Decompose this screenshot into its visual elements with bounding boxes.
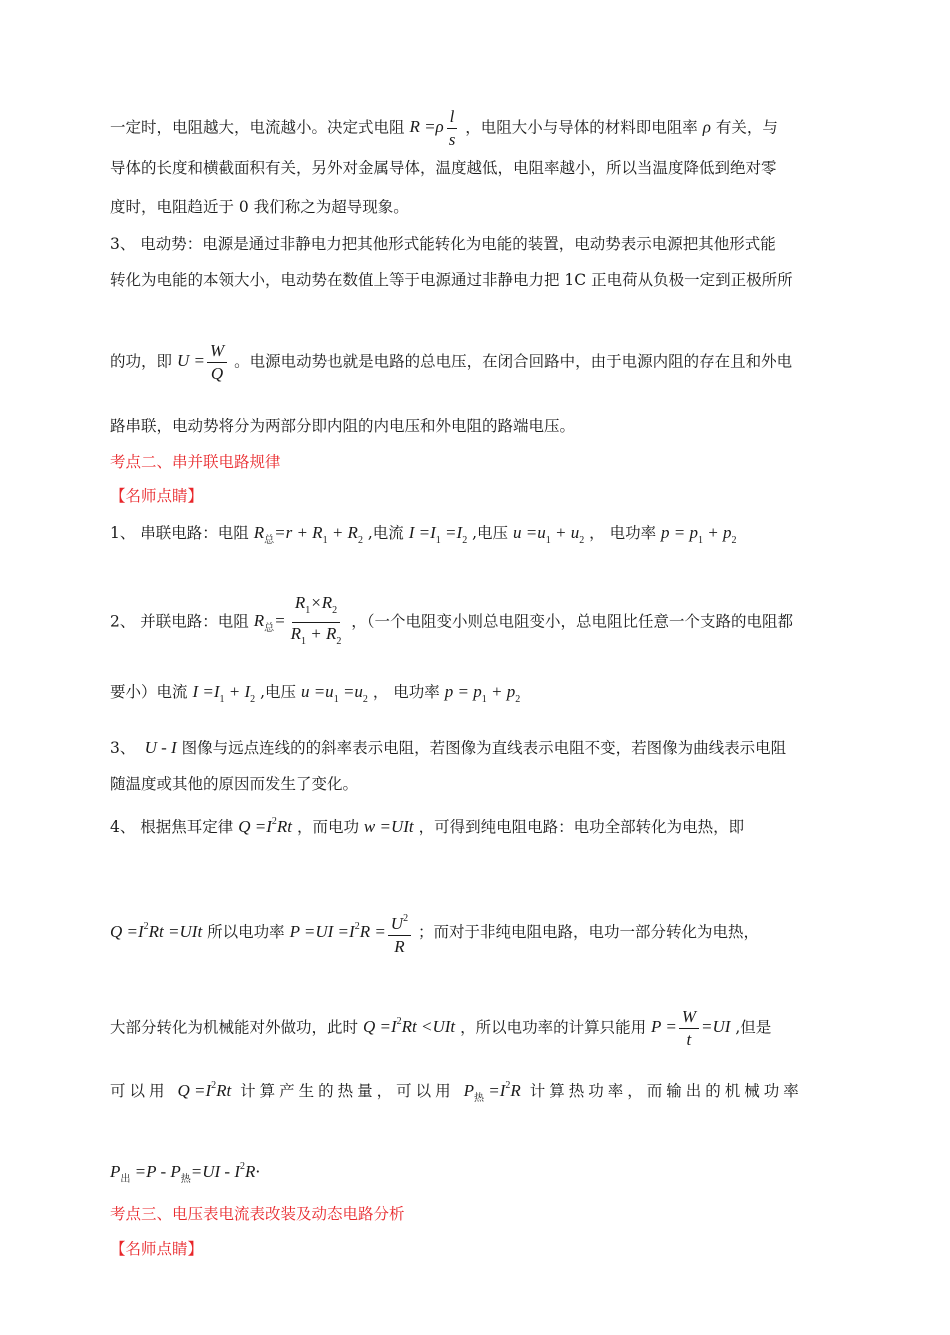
formula-pure-resistor-heat: $Q =I^2Rt =UIt$ bbox=[110, 920, 203, 941]
text: ，而电功 bbox=[296, 818, 359, 836]
text: 的功，即 bbox=[110, 352, 173, 371]
text-line bbox=[110, 1006, 850, 1051]
text: 大部分转化为机械能对外做功，此时 bbox=[110, 1018, 359, 1037]
text: 。电源电动势也就是电路的总电压，在闭合回路中，由于电源内阻的存在且和外电 bbox=[234, 352, 793, 371]
formula-pure-resistor-power: $P =UI =I^2R$ = $\frac{U^2}{R}$ bbox=[290, 922, 414, 941]
formula-heat: $Q =I^2Rt$ bbox=[177, 1080, 232, 1100]
text: ， 电功率 bbox=[589, 524, 657, 542]
formula-series-resistance: $R_总=r + R_1 + R_2$ bbox=[253, 523, 363, 546]
text-line bbox=[110, 908, 850, 958]
text: ，所以电功率的计算只能用 bbox=[460, 1018, 647, 1037]
formula-parallel-current: $I =I_1 + I_2$ bbox=[192, 682, 256, 705]
text-line: 路串联，电动势将分为两部分即内阻的内电压和外电阻的路端电压。 bbox=[110, 417, 576, 435]
formula-work: w =UIt bbox=[363, 817, 414, 836]
text: 3、 bbox=[110, 739, 136, 757]
text: 1、 串联电路：电阻 bbox=[110, 524, 249, 542]
formula-parallel-voltage: $u =u_1 =u_2$ bbox=[300, 682, 368, 705]
rho-symbol: ρ bbox=[702, 117, 711, 137]
text: ，（一个电阻变小则总电阻变小，总电阻比任意一个支路的电阻都 bbox=[351, 612, 794, 631]
text: ；而对于非纯电阻电路，电功一部分转化为电热， bbox=[418, 922, 760, 941]
text-line bbox=[110, 1155, 850, 1192]
text-line: 随温度或其他的原因而发生了变化。 bbox=[110, 775, 359, 793]
text-line: 3、 电动势：电源是通过非静电力把其他形式能转化为电能的装置，电动势表示电源把其他形式能 bbox=[110, 235, 776, 253]
text: 一定时，电阻越大，电流越小。决定式电阻 bbox=[110, 118, 405, 137]
formula-series-current: $I =I_1 =I_2$ bbox=[408, 523, 468, 546]
text: ,电压 bbox=[472, 524, 509, 542]
text: ,电流 bbox=[367, 524, 404, 542]
text-line bbox=[110, 810, 850, 839]
text: 4、 根据焦耳定律 bbox=[110, 818, 234, 836]
tip-heading: 【名师点睛】 bbox=[110, 487, 204, 505]
formula-parallel-power: $p = p_1 + p_2$ bbox=[444, 682, 521, 705]
text-line bbox=[110, 340, 850, 385]
text: 有关，与 bbox=[715, 118, 778, 137]
text: ,电压 bbox=[260, 683, 297, 701]
text: 计算热功率，而输出的机械功率 bbox=[529, 1082, 803, 1100]
section-title: 考点三、电压表电流表改装及动态电路分析 bbox=[110, 1205, 405, 1223]
formula-joule: $Q =I^2Rt$ bbox=[238, 816, 293, 836]
text: ,但是 bbox=[735, 1018, 772, 1037]
formula-resistance-definition: R =ρ $\frac{l}{s}$ bbox=[409, 117, 460, 136]
text-line bbox=[110, 106, 850, 151]
text: 可以用 bbox=[110, 1082, 169, 1100]
text: 2、 并联电路：电阻 bbox=[110, 612, 249, 631]
text-line bbox=[110, 736, 850, 760]
formula-series-voltage: $u =u_1 + u_2$ bbox=[513, 523, 585, 546]
formula-power-general: P = $\frac{W}{t}$ =UI bbox=[651, 1007, 731, 1049]
text: 所以电功率 bbox=[207, 922, 285, 941]
formula-parallel-resistance: $R_总=$ $\frac{R_1\times R_2}{R_1 + R_2}$ bbox=[253, 593, 342, 647]
text-line: 导体的长度和横截面积有关，另外对金属导体，温度越低，电阻率越小，所以当温度降低到绝对零 bbox=[110, 159, 777, 177]
text-line bbox=[110, 592, 850, 653]
text: 计算产生的热量，可以用 bbox=[240, 1082, 455, 1100]
formula-ui: U - I bbox=[140, 738, 177, 757]
text: · bbox=[255, 1163, 261, 1181]
text: 要小）电流 bbox=[110, 683, 188, 701]
text: ，可得到纯电阻电路：电功全部转化为电热，即 bbox=[418, 818, 745, 836]
formula-output-power: $P_出 =P - P_热=UI - I^2R$ bbox=[110, 1161, 256, 1185]
text-line: 度时，电阻趋近于 0 我们称之为超导现象。 bbox=[110, 198, 409, 216]
formula-series-power: $p = p_1 + p_2$ bbox=[661, 523, 737, 546]
text: ， 电功率 bbox=[372, 683, 440, 701]
section-title: 考点二、串并联电路规律 bbox=[110, 453, 281, 471]
text: 图像与远点连线的的斜率表示电阻，若图像为直线表示电阻不变，若图像为曲线表示电阻 bbox=[181, 739, 787, 757]
formula-emf: U = $\frac{W}{Q}$ bbox=[177, 351, 229, 370]
text-line: 转化为电能的本领大小，电动势在数值上等于电源通过非静电力把 1C 正电荷从负极一定到正极所所 bbox=[110, 271, 793, 289]
text-line bbox=[110, 680, 850, 712]
text-line bbox=[110, 1074, 850, 1111]
formula-nonpure-heat: $Q =I^2Rt <UIt$ bbox=[362, 1016, 456, 1037]
text: ，电阻大小与导体的材料即电阻率 bbox=[465, 118, 698, 137]
formula-heat-power: $P_热 =I^2R$ bbox=[463, 1080, 521, 1104]
text-line bbox=[110, 521, 850, 553]
tip-heading: 【名师点睛】 bbox=[110, 1240, 204, 1258]
